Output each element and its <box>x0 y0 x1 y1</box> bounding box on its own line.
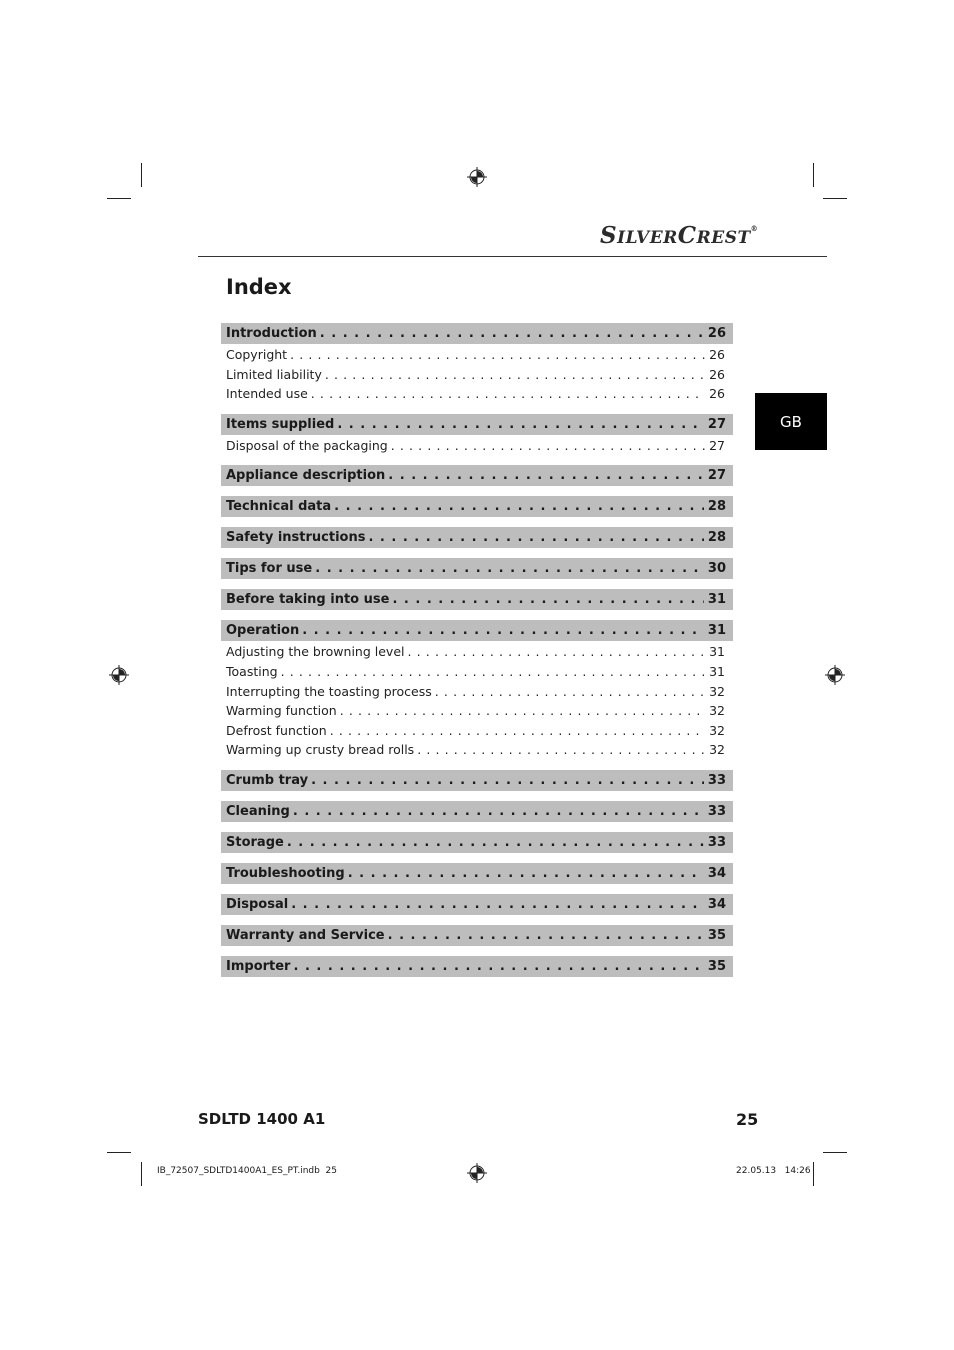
toc-subsection[interactable] <box>221 701 733 721</box>
toc-section-title: Crumb tray <box>226 772 309 788</box>
toc-subsection[interactable] <box>221 740 733 760</box>
toc-section-page: 28 <box>707 499 726 515</box>
toc-subsection-title: Warming up crusty bread rolls <box>226 742 415 758</box>
toc-section-page: 26 <box>707 326 726 341</box>
dot-leader <box>311 770 704 791</box>
dot-leader <box>392 589 703 610</box>
dot-leader <box>320 323 704 344</box>
header-rule <box>198 256 827 257</box>
toc-section-title: Troubleshooting <box>226 865 345 881</box>
toc-subsection[interactable] <box>221 365 733 385</box>
table-of-contents <box>221 323 733 977</box>
toc-subsection-page: 26 <box>709 347 725 362</box>
registration-mark-icon <box>467 1163 487 1183</box>
dot-leader <box>290 345 705 365</box>
toc-section[interactable] <box>221 527 733 548</box>
toc-subsection-page: 31 <box>709 644 725 660</box>
dot-leader <box>293 801 704 822</box>
toc-subsection-list <box>221 641 733 760</box>
toc-section-title: Disposal <box>226 896 289 912</box>
toc-subsection[interactable] <box>221 682 733 702</box>
toc-section[interactable] <box>221 770 733 791</box>
crop-mark <box>823 198 847 199</box>
toc-section-page: 33 <box>707 803 726 819</box>
toc-subsection-title: Defrost function <box>226 722 327 738</box>
toc-section-page: 33 <box>707 834 726 850</box>
dot-leader <box>408 642 706 662</box>
dot-leader <box>302 620 704 641</box>
toc-subsection-list <box>221 344 733 404</box>
toc-section-page: 28 <box>707 530 726 546</box>
toc-subsection-title: Interrupting the toasting process <box>226 683 432 699</box>
dot-leader <box>340 701 705 721</box>
toc-subsection-page: 32 <box>709 683 725 699</box>
crop-mark <box>823 1152 847 1153</box>
toc-subsection-title: Disposal of the packaging <box>226 437 388 453</box>
toc-section[interactable] <box>221 956 733 977</box>
toc-subsection-title: Toasting <box>226 663 278 679</box>
toc-section[interactable] <box>221 558 733 579</box>
language-tab: GB <box>755 393 827 450</box>
toc-section-title: Operation <box>226 623 300 639</box>
toc-section-page: 27 <box>707 468 726 484</box>
dot-leader <box>293 956 703 977</box>
toc-subsection-title: Copyright <box>226 347 288 362</box>
dot-leader <box>330 721 705 741</box>
toc-section[interactable] <box>221 589 733 610</box>
dot-leader <box>325 365 705 385</box>
dot-leader <box>315 558 704 579</box>
toc-section-page: 35 <box>707 927 726 943</box>
dot-leader <box>281 662 706 682</box>
print-slug-file: IB_72507_SDLTD1400A1_ES_PT.indb 25 <box>157 1166 338 1176</box>
toc-section-page: 34 <box>707 865 726 881</box>
toc-subsection-page: 32 <box>709 742 725 758</box>
toc-section-page: 34 <box>707 896 726 912</box>
toc-subsection[interactable] <box>221 384 733 404</box>
toc-subsection[interactable] <box>221 345 733 365</box>
toc-subsection-page: 32 <box>709 703 725 719</box>
toc-section-page: 33 <box>707 772 726 788</box>
toc-section-title: Tips for use <box>226 561 313 577</box>
toc-section-page: 35 <box>707 958 726 974</box>
brand-logo: SILVERCREST® <box>600 222 759 249</box>
toc-subsection[interactable] <box>221 436 733 456</box>
toc-subsection-page: 31 <box>709 663 725 679</box>
toc-section-title: Technical data <box>226 499 332 515</box>
toc-section[interactable] <box>221 832 733 853</box>
toc-section-title: Storage <box>226 834 284 850</box>
toc-section[interactable] <box>221 925 733 946</box>
toc-subsection-title: Warming function <box>226 703 337 719</box>
toc-subsection-page: 26 <box>709 366 725 382</box>
toc-section-page: 27 <box>707 416 726 432</box>
toc-subsection-list <box>221 435 733 456</box>
toc-section-title: Items supplied <box>226 416 335 432</box>
toc-section[interactable] <box>221 801 733 822</box>
toc-subsection[interactable] <box>221 642 733 662</box>
toc-subsection-title: Intended use <box>226 386 308 402</box>
dot-leader <box>337 414 704 435</box>
toc-section-title: Importer <box>226 958 291 974</box>
dot-leader <box>417 740 705 760</box>
crop-mark <box>141 1162 142 1186</box>
registration-mark-icon <box>467 167 487 187</box>
toc-section-title: Safety instructions <box>226 530 366 546</box>
toc-section-title: Before taking into use <box>226 592 390 608</box>
dot-leader <box>334 496 704 517</box>
print-slug-date: 22.05.13 14:26 <box>736 1166 811 1176</box>
toc-subsection[interactable] <box>221 721 733 741</box>
dot-leader <box>291 894 704 915</box>
toc-section-title: Cleaning <box>226 803 290 819</box>
toc-section[interactable] <box>221 323 733 344</box>
toc-section[interactable] <box>221 620 733 641</box>
dot-leader <box>388 925 704 946</box>
toc-section[interactable] <box>221 414 733 435</box>
toc-subsection-page: 26 <box>709 386 725 402</box>
dot-leader <box>368 527 703 548</box>
crop-mark <box>813 1162 814 1186</box>
dot-leader <box>287 832 704 853</box>
crop-mark <box>141 163 142 187</box>
toc-subsection-title: Limited liability <box>226 366 322 382</box>
toc-section[interactable] <box>221 894 733 915</box>
toc-section[interactable] <box>221 496 733 517</box>
crop-mark <box>813 163 814 187</box>
toc-section[interactable] <box>221 465 733 486</box>
registration-mark-icon <box>825 665 845 685</box>
registration-mark-icon <box>109 665 129 685</box>
toc-subsection-page: 32 <box>709 722 725 738</box>
toc-subsection-page: 27 <box>709 437 725 453</box>
dot-leader <box>391 436 705 456</box>
dot-leader <box>348 863 704 884</box>
dot-leader <box>311 384 705 404</box>
page-number: 25 <box>736 1110 759 1129</box>
dot-leader <box>435 682 705 702</box>
toc-section-page: 31 <box>707 623 726 639</box>
crop-mark <box>107 1152 131 1153</box>
toc-section-title: Introduction <box>226 326 317 341</box>
dot-leader <box>388 465 704 486</box>
model-number: SDLTD 1400 A1 <box>198 1110 326 1128</box>
toc-section-page: 30 <box>707 561 726 577</box>
toc-section-page: 31 <box>707 592 726 608</box>
crop-mark <box>107 198 131 199</box>
toc-subsection-title: Adjusting the browning level <box>226 644 405 660</box>
page-title: Index <box>226 275 292 299</box>
toc-section-title: Warranty and Service <box>226 927 385 943</box>
toc-subsection[interactable] <box>221 662 733 682</box>
toc-section[interactable] <box>221 863 733 884</box>
toc-section-title: Appliance description <box>226 468 386 484</box>
